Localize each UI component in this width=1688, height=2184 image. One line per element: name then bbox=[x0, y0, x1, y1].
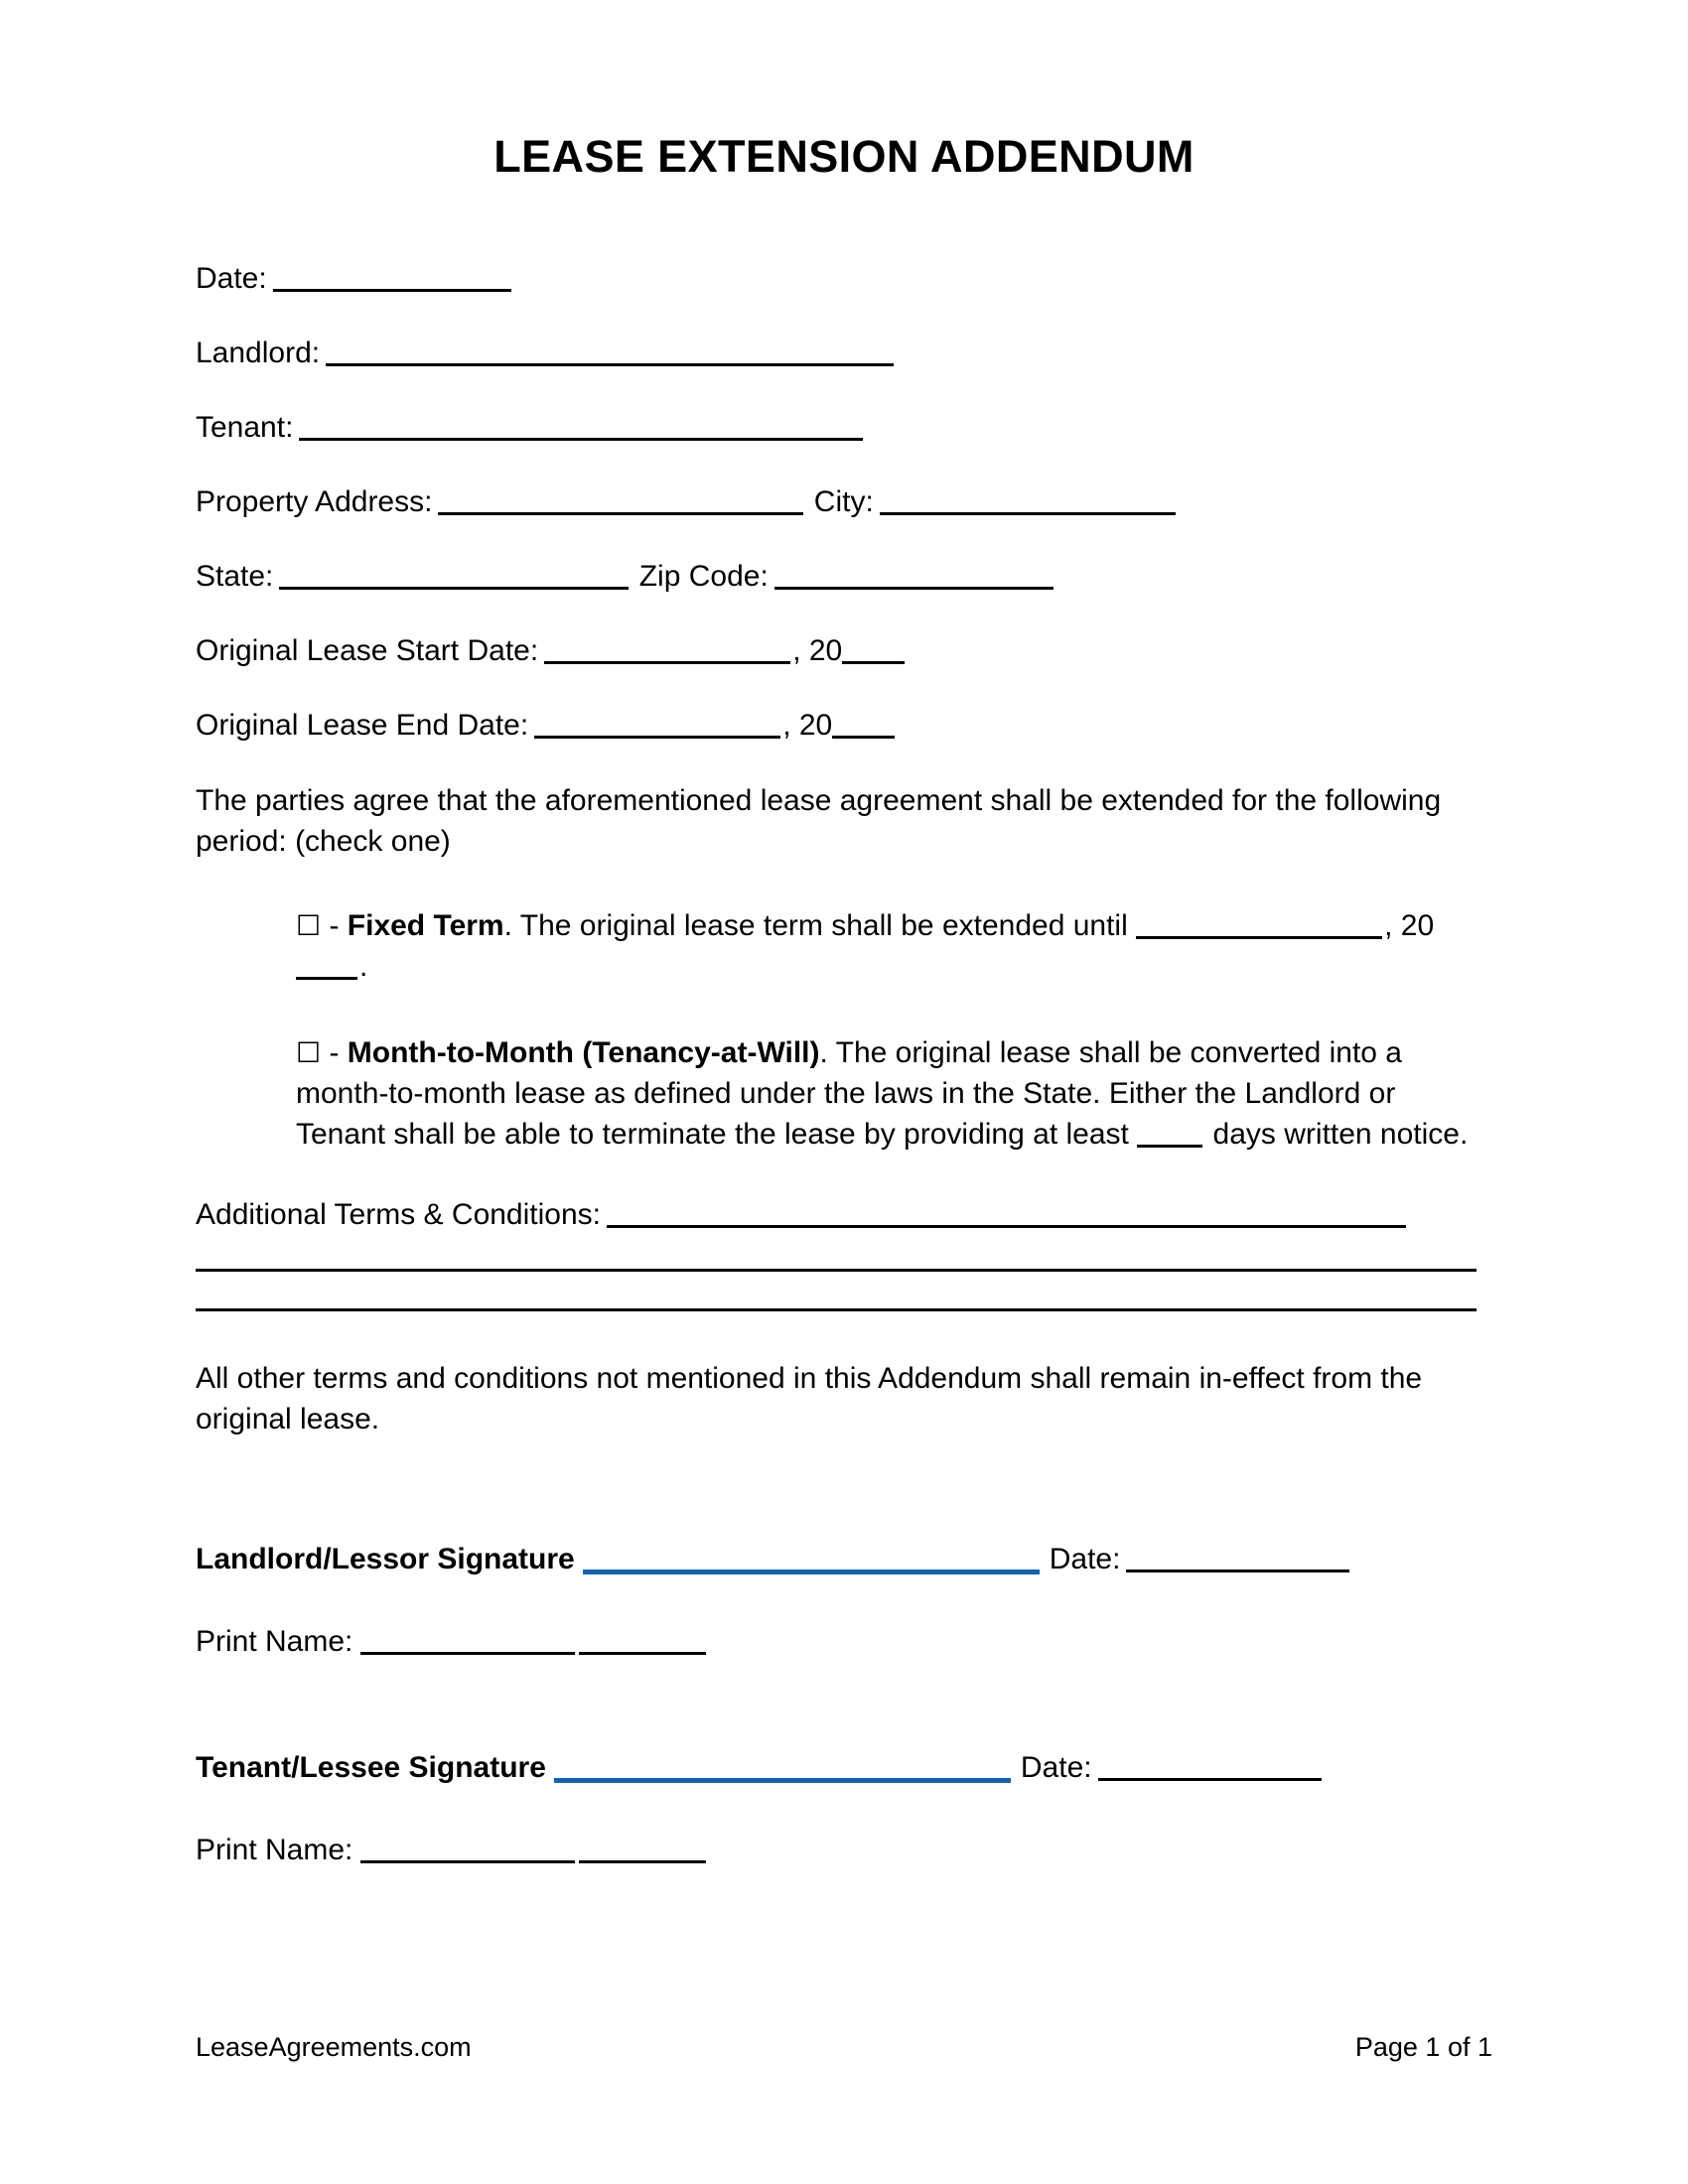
intro-paragraph: The parties agree that the aforementioned lease agreement shall be extended for the following period: (check one) bbox=[196, 784, 1442, 858]
landlord-signature-row bbox=[196, 1542, 1477, 1577]
landlord-print-name-input-ext[interactable] bbox=[579, 1627, 706, 1655]
original-start-label: Original Lease Start Date: bbox=[196, 634, 539, 667]
landlord-signature-block bbox=[196, 1542, 1477, 1659]
property-address-label: Property Address: bbox=[196, 485, 433, 518]
page-footer bbox=[196, 2032, 1492, 2063]
footer-page-number: Page 1 of 1 bbox=[1354, 2032, 1492, 2062]
option-month-to-month[interactable] bbox=[296, 1032, 1477, 1155]
city-input[interactable] bbox=[880, 487, 1176, 515]
tenant-signature-block bbox=[196, 1750, 1477, 1867]
additional-terms-input-2[interactable] bbox=[196, 1269, 1477, 1272]
field-row-original-end-date bbox=[196, 709, 1477, 743]
landlord-print-name-input[interactable] bbox=[360, 1627, 575, 1655]
state-label: State: bbox=[196, 560, 274, 593]
additional-terms-input-1[interactable] bbox=[607, 1200, 1406, 1228]
original-end-input[interactable] bbox=[534, 711, 780, 739]
original-start-input[interactable] bbox=[544, 636, 790, 664]
field-row-property-address bbox=[196, 485, 1477, 519]
page-title: LEASE EXTENSION ADDENDUM bbox=[493, 131, 1195, 182]
checkbox-icon[interactable]: ☐ bbox=[296, 1036, 322, 1069]
tenant-input[interactable] bbox=[299, 413, 863, 441]
tenant-label: Tenant: bbox=[196, 411, 294, 444]
tenant-date-label: Date: bbox=[1020, 1751, 1092, 1784]
fixed-term-title: Fixed Term bbox=[347, 909, 504, 942]
original-end-year-input[interactable] bbox=[832, 711, 895, 739]
fixed-term-year-input[interactable] bbox=[296, 952, 357, 980]
field-row-state-zip bbox=[196, 560, 1477, 594]
checkbox-icon[interactable]: ☐ bbox=[296, 909, 322, 942]
landlord-date-input[interactable] bbox=[1126, 1545, 1349, 1572]
original-end-year-prefix: , 20 bbox=[782, 709, 833, 742]
month-to-month-text-after: days written notice. bbox=[1204, 1118, 1469, 1151]
landlord-date-label: Date: bbox=[1049, 1543, 1121, 1575]
landlord-signature-label: Landlord/Lessor Signature bbox=[196, 1543, 575, 1575]
tenant-print-name-input-ext[interactable] bbox=[579, 1836, 706, 1863]
tenant-print-name-label: Print Name: bbox=[196, 1834, 353, 1866]
field-row-date bbox=[196, 262, 1477, 296]
tenant-signature-row bbox=[196, 1750, 1477, 1786]
field-row-additional-terms bbox=[196, 1198, 1477, 1232]
tenant-signature-label: Tenant/Lessee Signature bbox=[196, 1751, 546, 1784]
original-start-year-input[interactable] bbox=[842, 636, 905, 664]
fixed-term-year-prefix: , 20 bbox=[1384, 909, 1435, 942]
city-label: City: bbox=[813, 485, 874, 518]
fixed-term-period: . bbox=[359, 950, 368, 983]
field-row-tenant bbox=[196, 411, 1477, 445]
additional-terms-label: Additional Terms & Conditions: bbox=[196, 1198, 601, 1231]
original-start-year-prefix: , 20 bbox=[792, 634, 843, 667]
landlord-print-name-label: Print Name: bbox=[196, 1625, 353, 1658]
landlord-signature-input[interactable] bbox=[583, 1545, 1040, 1574]
zip-input[interactable] bbox=[774, 562, 1054, 590]
zip-label: Zip Code: bbox=[638, 560, 769, 593]
landlord-label: Landlord: bbox=[196, 337, 321, 369]
footer-site-name: LeaseAgreements.com bbox=[196, 2032, 472, 2062]
property-address-input[interactable] bbox=[438, 487, 803, 515]
month-to-month-title: Month-to-Month (Tenancy-at-Will) bbox=[347, 1036, 820, 1069]
tenant-date-input[interactable] bbox=[1098, 1753, 1322, 1781]
field-row-landlord bbox=[196, 337, 1477, 370]
additional-terms-input-3[interactable] bbox=[196, 1308, 1477, 1311]
tenant-print-name-row bbox=[196, 1834, 1477, 1867]
date-input[interactable] bbox=[273, 264, 511, 292]
date-label: Date: bbox=[196, 262, 267, 295]
landlord-input[interactable] bbox=[326, 339, 894, 366]
landlord-print-name-row bbox=[196, 1625, 1477, 1659]
original-end-label: Original Lease End Date: bbox=[196, 709, 529, 742]
month-to-month-text: . The original lease shall be converted into a month-to-month lease as defined under the laws in the State. Either the Landlord or Tenant shall be able to terminate the lease by providing at least bbox=[296, 1036, 1402, 1151]
month-to-month-dash: - bbox=[321, 1036, 348, 1069]
tenant-signature-input[interactable] bbox=[554, 1753, 1011, 1783]
fixed-term-dash: - bbox=[321, 909, 348, 942]
closing-paragraph: All other terms and conditions not mentioned in this Addendum shall remain in-effect from the original lease. bbox=[196, 1362, 1423, 1435]
fixed-term-text: . The original lease term shall be extended until bbox=[503, 909, 1137, 942]
notice-days-input[interactable] bbox=[1137, 1120, 1202, 1148]
field-row-original-start-date bbox=[196, 634, 1477, 668]
fixed-term-date-input[interactable] bbox=[1136, 911, 1382, 939]
document-body bbox=[196, 262, 1477, 1867]
option-fixed-term[interactable] bbox=[296, 905, 1477, 987]
tenant-print-name-input[interactable] bbox=[360, 1836, 575, 1863]
state-input[interactable] bbox=[279, 562, 629, 590]
